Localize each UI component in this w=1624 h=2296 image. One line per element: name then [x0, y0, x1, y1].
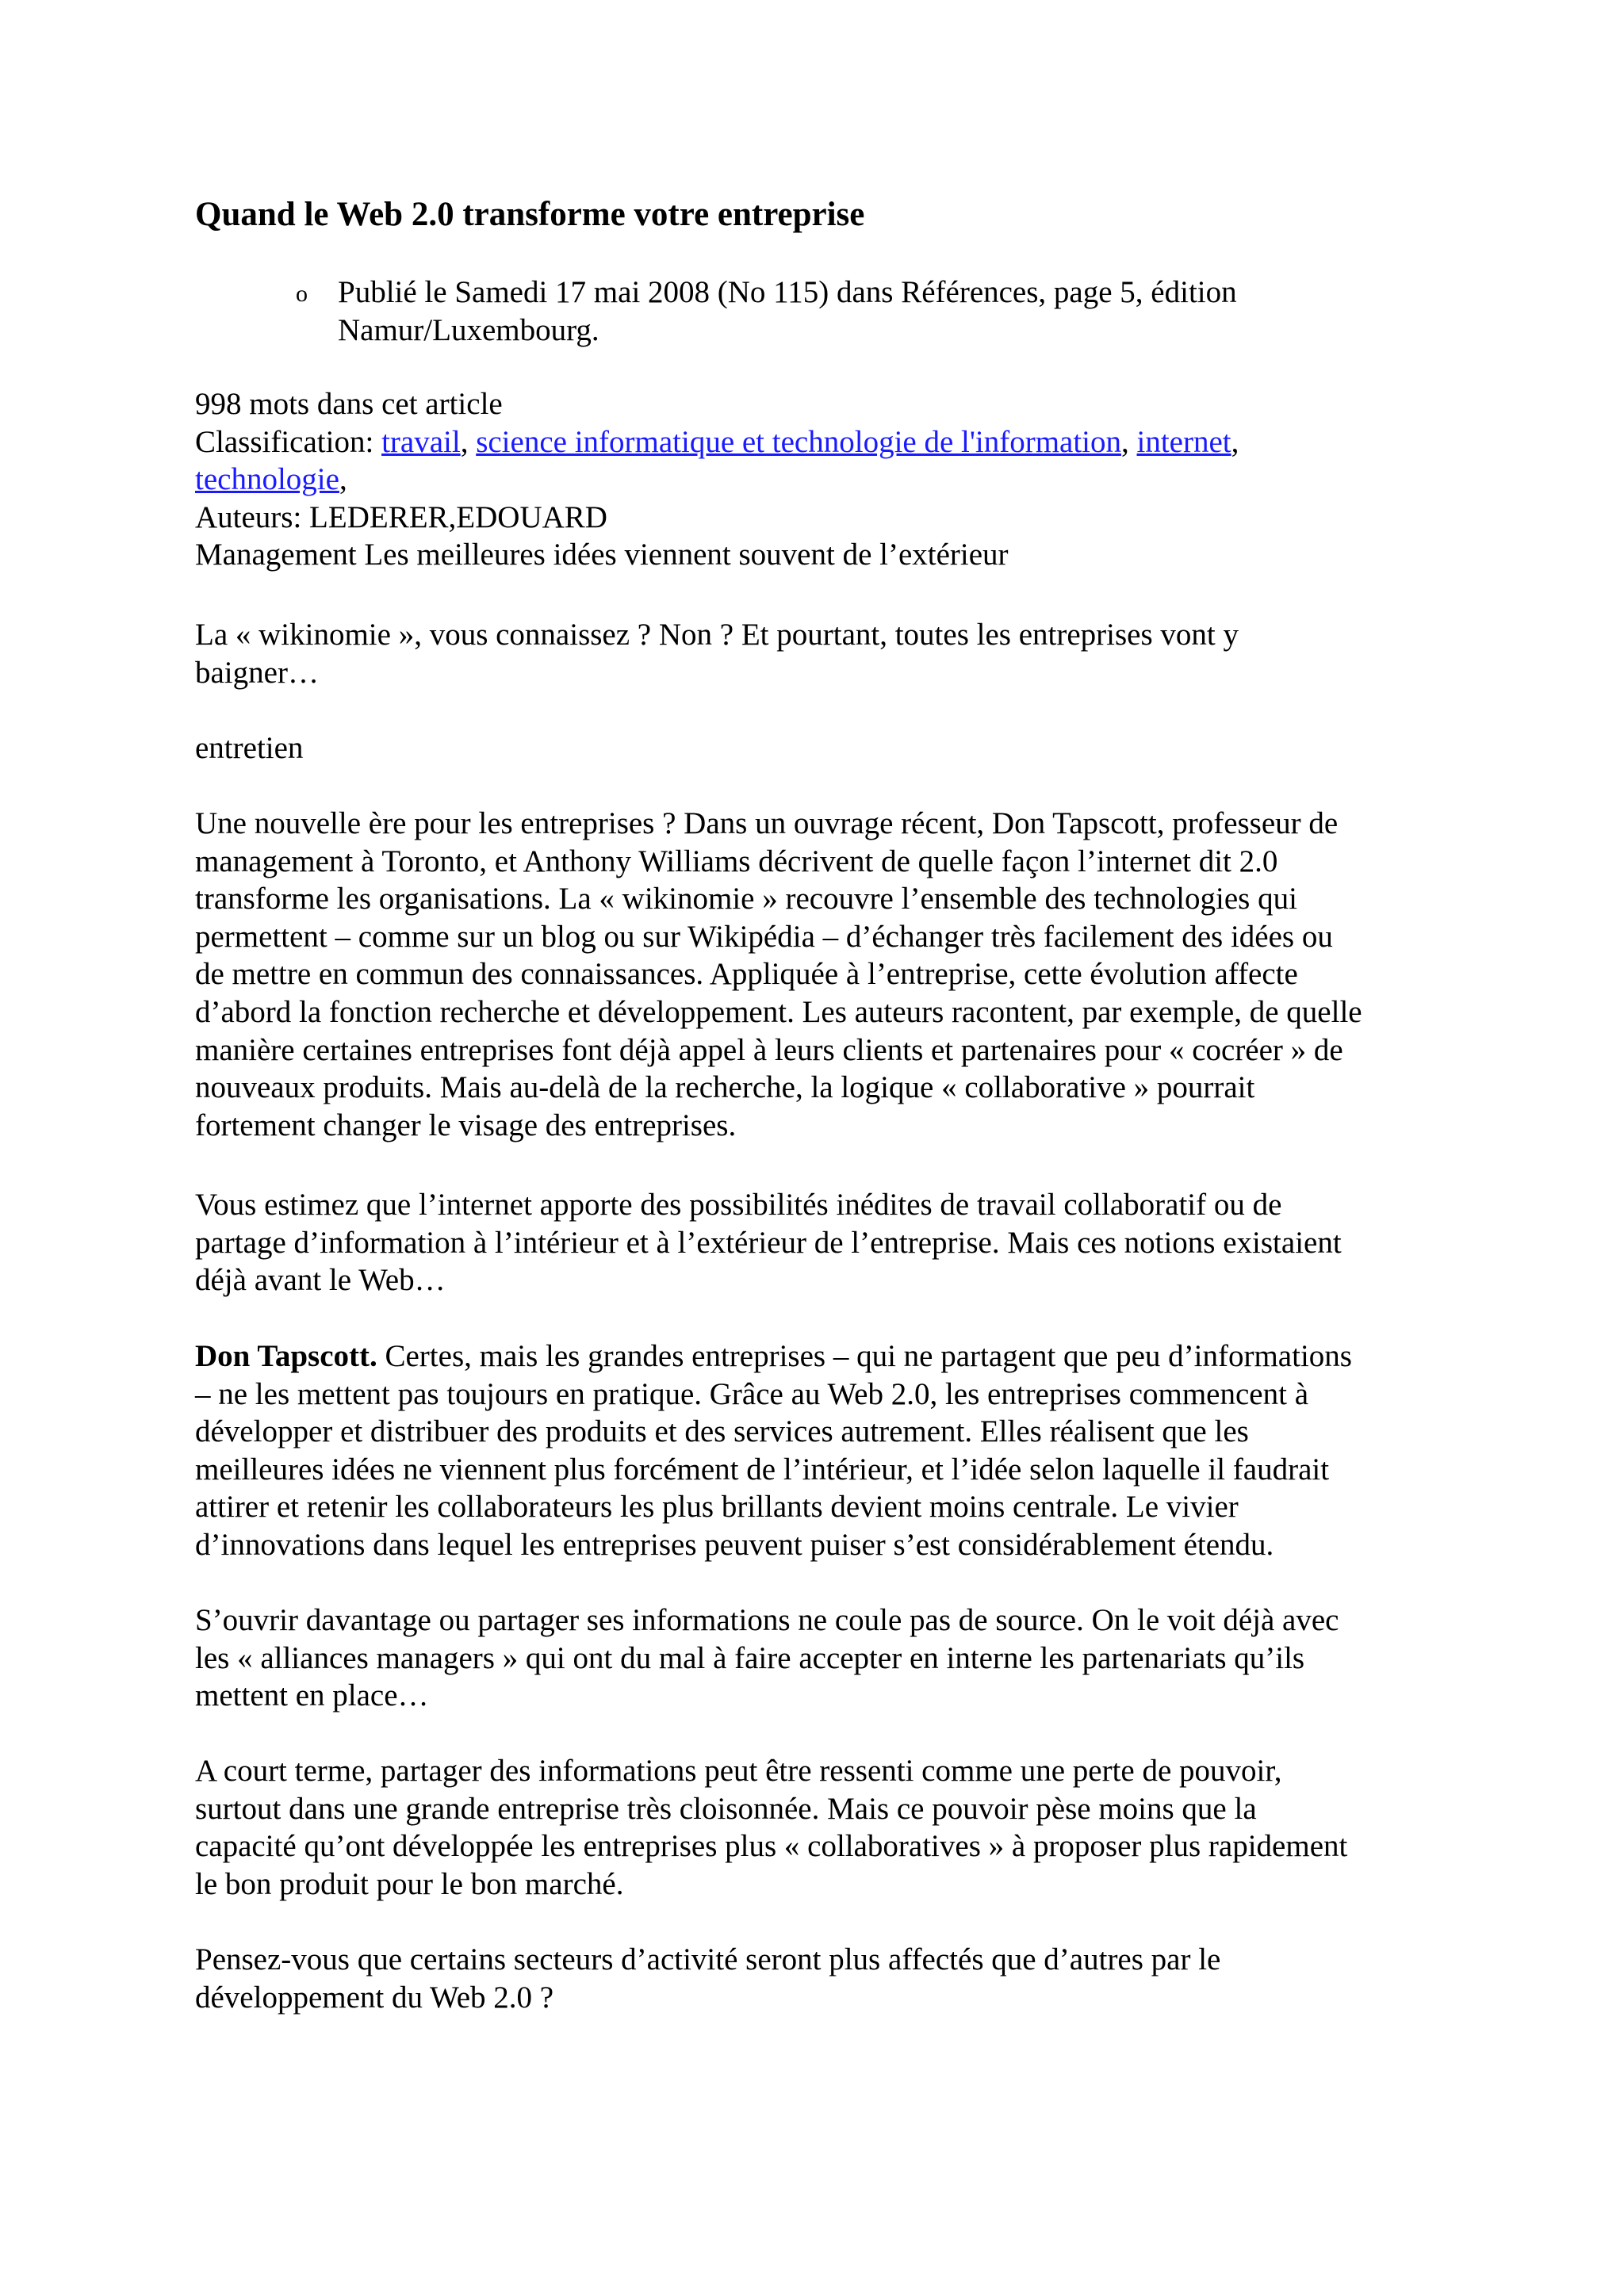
text-line: manière certaines entreprises font déjà appel à leurs clients et partenaires pour « cocréer » de [195, 1032, 1343, 1067]
bullet-icon: o [296, 281, 308, 307]
text-line: nouveaux produits. Mais au-delà de la recherche, la logique « collaborative » pourrait [195, 1070, 1255, 1105]
rubric [195, 729, 1448, 767]
text-line [195, 1337, 1448, 1376]
answer-text: Certes, mais les grandes entreprises – qui ne partagent que peu d’informations [377, 1339, 1352, 1373]
article-title: Quand le Web 2.0 transforme votre entreprise [195, 196, 865, 233]
classification-link-technologie[interactable]: technologie [195, 462, 339, 497]
text-line: partage d’information à l’intérieur et à l’extérieur de l’entreprise. Mais ces notions existaient [195, 1225, 1342, 1260]
classification-label: Classification: [195, 424, 382, 459]
classification-link-internet[interactable]: internet [1136, 424, 1231, 459]
classification-continued [195, 461, 1448, 499]
authors: Auteurs: LEDERER,EDOUARD [195, 499, 607, 534]
classification-separator: , [1121, 424, 1137, 459]
text-line: transforme les organisations. La « wikinomie » recouvre l’ensemble des technologies qui [195, 882, 1297, 916]
classification-separator: , [460, 424, 477, 459]
text-line: A court terme, partager des informations peut être ressenti comme une perte de pouvoir, [195, 1754, 1282, 1788]
text-line: – ne les mettent pas toujours en pratique. Grâce au Web 2.0, les entreprises commencent à [195, 1376, 1308, 1411]
answer-1 [195, 1337, 1448, 1564]
text-line: les « alliances managers » qui ont du mal à faire accepter en interne les partenariats qu’ils [195, 1640, 1305, 1675]
text-line: développement du Web 2.0 ? [195, 1980, 554, 2015]
text-line: d’innovations dans lequel les entreprises peuvent puiser s’est considérablement étendu. [195, 1527, 1274, 1562]
text-line: Pensez-vous que certains secteurs d’activité seront plus affectés que d’autres par le [195, 1942, 1221, 1976]
text-line: le bon produit pour le bon marché. [195, 1866, 624, 1901]
text-line: management à Toronto, et Anthony Williams décrivent de quelle façon l’internet dit 2.0 [195, 844, 1278, 878]
question-2 [195, 1601, 1448, 1715]
text-line: Une nouvelle ère pour les entreprises ? Dans un ouvrage récent, Don Tapscott, professeur de [195, 806, 1339, 840]
classification-separator: , [1231, 424, 1239, 459]
text-line: mettent en place… [195, 1678, 429, 1713]
classification-separator: , [339, 462, 347, 497]
question-3 [195, 1941, 1448, 2016]
text-line: meilleures idées ne viennent plus forcément de l’intérieur, et l’idée selon laquelle il faudrait [195, 1452, 1330, 1487]
text-line: S’ouvrir davantage ou partager ses informations ne coule pas de source. On le voit déjà avec [195, 1603, 1339, 1637]
intro-paragraph [195, 805, 1448, 1144]
publication-info [296, 274, 1337, 350]
text-line: capacité qu’ont développée les entreprises plus « collaboratives » à proposer plus rapidement [195, 1829, 1348, 1864]
text-line: surtout dans une grande entreprise très cloisonnée. Mais ce pouvoir pèse moins que la [195, 1791, 1257, 1826]
classification [195, 423, 1448, 461]
text-line: entretien [195, 731, 304, 765]
headline: Management Les meilleures idées viennent souvent de l’extérieur [195, 538, 1009, 572]
text-line: d’abord la fonction recherche et développement. Les auteurs racontent, par exemple, de quelle [195, 994, 1362, 1029]
publication-line: Namur/Luxembourg. [338, 313, 599, 347]
classification-link-science-informatique[interactable]: science informatique et technologie de l'information [476, 424, 1122, 459]
text-line: permettent – comme sur un blog ou sur Wikipédia – d’échanger très facilement des idées ou [195, 919, 1333, 954]
publication-line: Publié le Samedi 17 mai 2008 (No 115) dans Références, page 5, édition [338, 275, 1237, 309]
classification-link-travail[interactable]: travail [381, 424, 461, 459]
text-line: La « wikinomie », vous connaissez ? Non ? Et pourtant, toutes les entreprises vont y [195, 618, 1239, 652]
text-line: fortement changer le visage des entreprises. [195, 1108, 737, 1142]
text-line: baigner… [195, 655, 319, 690]
lead-paragraph [195, 616, 1448, 691]
text-line: de mettre en commun des connaissances. Appliquée à l’entreprise, cette évolution affecte [195, 957, 1298, 992]
text-line: développer et distribuer des produits et des services autrement. Elles réalisent que les [195, 1414, 1249, 1449]
text-line: attirer et retenir les collaborateurs les plus brillants devient moins centrale. Le vivier [195, 1490, 1239, 1525]
text-line: déjà avant le Web… [195, 1263, 446, 1298]
speaker-name: Don Tapscott. [195, 1339, 377, 1373]
question-1 [195, 1186, 1448, 1299]
answer-2 [195, 1752, 1448, 1903]
word-count: 998 mots dans cet article [195, 387, 503, 421]
text-line: Vous estimez que l’internet apporte des possibilités inédites de travail collaboratif ou de [195, 1188, 1282, 1222]
article-metadata [195, 385, 1448, 574]
